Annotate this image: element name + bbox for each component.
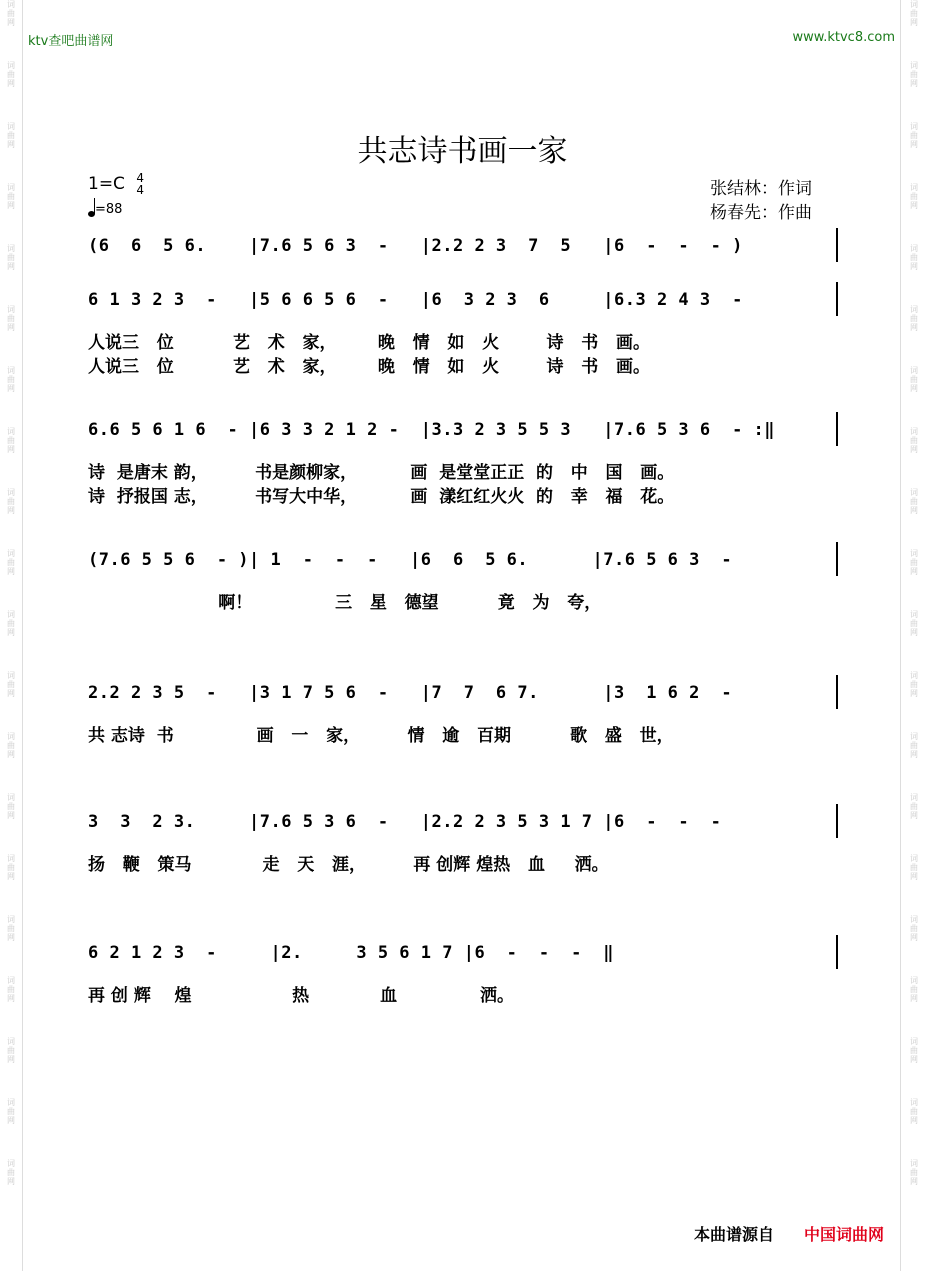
watermark-text: 词 曲 网 (910, 427, 918, 454)
watermark-text: 词 曲 网 (910, 244, 918, 271)
watermark-text: 词 曲 网 (910, 915, 918, 942)
watermark-text: 词 曲 网 (7, 0, 15, 27)
lyricist-credit: 张结林：作词 (710, 179, 812, 199)
watermark-text: 词 曲 网 (910, 793, 918, 820)
watermark-text: 词 曲 网 (910, 305, 918, 332)
time-sig-bottom: 4 (136, 183, 144, 197)
bar-line (836, 228, 838, 262)
watermark-text: 词 曲 网 (910, 610, 918, 637)
notation-line: 2.2 2 3 5 - |3 1 7 5 6 - |7 7 6 7. |3 1 6 2 - (88, 683, 733, 703)
watermark-text: 词 曲 网 (7, 122, 15, 149)
bar-line (836, 804, 838, 838)
watermark-text: 词 曲 网 (910, 488, 918, 515)
lyric-line: 人说三 位 艺 术 家， 晚 情 如 火 诗 书 画。 (88, 333, 651, 353)
notation-line: 6 1 3 2 3 - |5 6 6 5 6 - |6 3 2 3 6 |6.3 2 4 3 - (88, 290, 743, 310)
header-site-name: ktv查吧曲谱网 (28, 34, 114, 49)
notation-line: (7.6 5 5 6 - )| 1 - - - |6 6 5 6. |7.6 5 6 3 - (88, 550, 733, 570)
watermark-text: 词 曲 网 (910, 183, 918, 210)
lyric-line: 啊！ 三 星 德望 竟 为 夸， (88, 593, 602, 613)
watermark-text: 词 曲 网 (7, 1037, 15, 1064)
song-title: 共志诗书画一家 (357, 134, 568, 169)
watermark-text: 词 曲 网 (7, 427, 15, 454)
right-watermark (905, 0, 923, 1271)
watermark-text: 词 曲 网 (910, 976, 918, 1003)
lyric-line: 扬 鞭 策马 走 天 涯， 再 创辉 煌热 血 洒。 (88, 855, 609, 875)
watermark-text: 词 曲 网 (7, 610, 15, 637)
time-sig-top: 4 (136, 171, 144, 185)
quarter-note-icon (88, 211, 95, 217)
watermark-text: 词 曲 网 (910, 854, 918, 881)
bar-line (836, 675, 838, 709)
watermark-text: 词 曲 网 (7, 732, 15, 759)
watermark-text: 词 曲 网 (910, 732, 918, 759)
watermark-text: 词 曲 网 (7, 976, 15, 1003)
footer-source-name: 中国词曲网 (804, 1225, 885, 1244)
bar-line (836, 282, 838, 316)
footer-source-label: 本曲谱源自 (694, 1225, 775, 1244)
key-label: 1=C (88, 174, 125, 194)
composer-credit: 杨春先：作曲 (710, 203, 812, 223)
watermark-text: 词 曲 网 (910, 122, 918, 149)
tempo-value: =88 (95, 202, 123, 217)
watermark-text: 词 曲 网 (7, 915, 15, 942)
watermark-text: 词 曲 网 (7, 549, 15, 576)
right-border-line (900, 0, 901, 1271)
lyric-line: 共 志诗 书 画 一 家， 情 逾 百期 歌 盛 世， (88, 726, 674, 746)
watermark-text: 词 曲 网 (7, 244, 15, 271)
notation-line: 3 3 2 3. |7.6 5 3 6 - |2.2 2 3 5 3 1 7 |6 - - - (88, 812, 722, 832)
key-signature (88, 172, 144, 196)
time-signature (136, 172, 144, 196)
watermark-text: 词 曲 网 (7, 854, 15, 881)
lyric-line: 人说三 位 艺 术 家， 晚 情 如 火 诗 书 画。 (88, 357, 651, 377)
watermark-text: 词 曲 网 (7, 488, 15, 515)
watermark-text: 词 曲 网 (910, 0, 918, 27)
watermark-text: 词 曲 网 (7, 61, 15, 88)
watermark-text: 词 曲 网 (7, 793, 15, 820)
notation-line: 6 2 1 2 3 - |2. 3 5 6 1 7 |6 - - - ‖ (88, 943, 615, 963)
bar-line (836, 412, 838, 446)
left-border-line (22, 0, 23, 1271)
watermark-text: 词 曲 网 (910, 1159, 918, 1186)
watermark-text: 词 曲 网 (910, 549, 918, 576)
notation-line: 6.6 5 6 1 6 - |6 3 3 2 1 2 - |3.3 2 3 5 5 3 |7.6 5 3 6 - :‖ (88, 420, 776, 440)
notation-line: (6 6 5 6. |7.6 5 6 3 - |2.2 2 3 7 5 |6 - - - ) (88, 236, 743, 256)
lyric-line: 再 创 辉 煌 热 血 洒。 (88, 986, 515, 1006)
tempo-marking (88, 202, 122, 217)
watermark-text: 词 曲 网 (7, 305, 15, 332)
lyric-line: 诗 是唐末 韵， 书是颜柳家， 画 是堂堂正正 的 中 国 画。 (88, 463, 675, 483)
watermark-text: 词 曲 网 (7, 183, 15, 210)
watermark-text: 词 曲 网 (910, 61, 918, 88)
watermark-text: 词 曲 网 (910, 1098, 918, 1125)
lyric-line: 诗 抒报国 志， 书写大中华， 画 漾红红火火 的 幸 福 花。 (88, 487, 675, 507)
watermark-text: 词 曲 网 (7, 1159, 15, 1186)
watermark-text: 词 曲 网 (7, 1098, 15, 1125)
bar-line (836, 935, 838, 969)
watermark-text: 词 曲 网 (910, 1037, 918, 1064)
watermark-text: 词 曲 网 (7, 671, 15, 698)
left-watermark (2, 0, 20, 1271)
header-site-url: www.ktvc8.com (792, 30, 895, 45)
watermark-text: 词 曲 网 (7, 366, 15, 393)
watermark-text: 词 曲 网 (910, 366, 918, 393)
watermark-text: 词 曲 网 (910, 671, 918, 698)
bar-line (836, 542, 838, 576)
